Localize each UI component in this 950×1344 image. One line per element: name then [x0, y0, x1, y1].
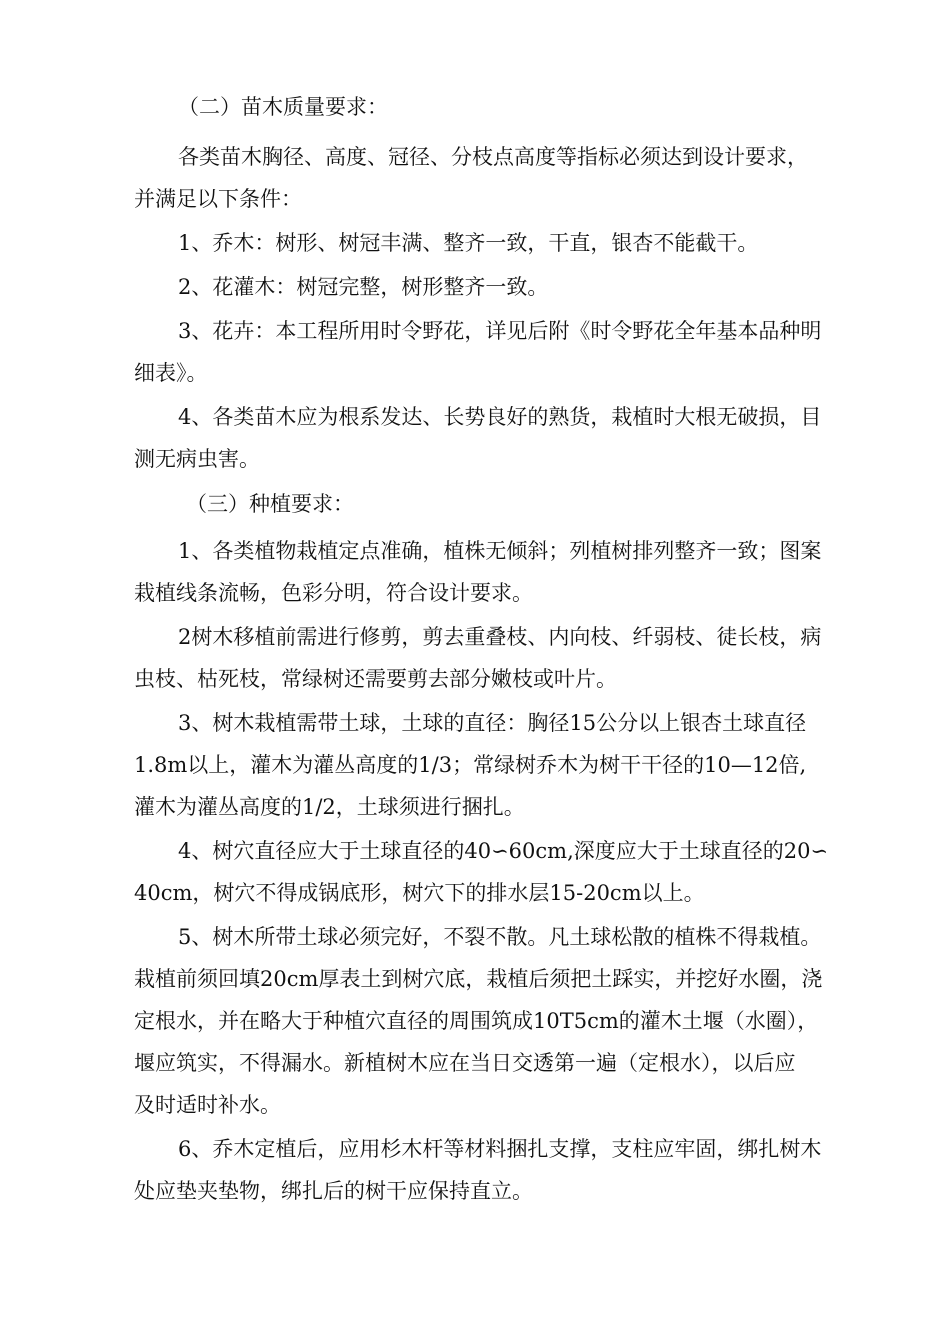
section-heading-quality: （二）苗木质量要求： — [178, 95, 388, 119]
quality-item-3-line-1: 3、花卉：本工程所用时令野花，详见后附《时令野花全年基本品种明 — [178, 319, 822, 343]
planting-item-1-line-2: 栽植线条流畅，色彩分明，符合设计要求。 — [134, 581, 533, 605]
planting-item-2-line-1: 2树木移植前需进行修剪，剪去重叠枝、内向枝、纤弱枝、徒长枝，病 — [178, 625, 822, 649]
planting-item-6-line-1: 6、乔木定植后，应用杉木杆等材料捆扎支撑，支柱应牢固，绑扎树木 — [178, 1137, 822, 1161]
planting-item-5-line-2: 栽植前须回填20cm厚表土到树穴底，栽植后须把土踩实，并挖好水圈，浇 — [134, 967, 823, 991]
planting-item-5-line-3: 定根水，并在略大于种植穴直径的周围筑成10T5cm的灌木土堰（水圈）， — [134, 1009, 819, 1033]
quality-item-4-line-2: 测无病虫害。 — [134, 447, 260, 471]
quality-item-3-line-2: 细表》。 — [134, 361, 208, 385]
planting-item-3-line-1: 3、树木栽植需带土球，土球的直径：胸径15公分以上银杏土球直径 — [178, 711, 807, 735]
quality-item-2: 2、花灌木：树冠完整，树形整齐一致。 — [178, 275, 549, 299]
quality-intro-line-2: 并满足以下条件： — [134, 187, 302, 211]
planting-item-4-line-2: 40cm，树穴不得成锅底形，树穴下的排水层15-20cm以上。 — [134, 881, 705, 905]
planting-item-5-line-1: 5、树木所带土球必须完好，不裂不散。凡土球松散的植株不得栽植。 — [178, 925, 822, 949]
quality-item-1: 1、乔木：树形、树冠丰满、整齐一致，干直，银杏不能截干。 — [178, 231, 759, 255]
planting-item-6-line-2: 处应垫夹垫物，绑扎后的树干应保持直立。 — [134, 1179, 533, 1203]
planting-item-5-line-4: 堰应筑实，不得漏水。新植树木应在当日交透第一遍（定根水），以后应 — [134, 1051, 796, 1075]
planting-item-3-line-2: 1.8m以上，灌木为灌丛高度的1/3；常绿树乔木为树干干径的10—12倍, — [134, 753, 807, 777]
planting-item-5-line-5: 及时适时补水。 — [134, 1093, 281, 1117]
quality-intro-line-1: 各类苗木胸径、高度、冠径、分枝点高度等指标必须达到设计要求， — [178, 145, 808, 169]
planting-item-2-line-2: 虫枝、枯死枝，常绿树还需要剪去部分嫩枝或叶片。 — [134, 667, 617, 691]
planting-item-3-line-3: 灌木为灌丛高度的1/2，土球须进行捆扎。 — [134, 795, 525, 819]
quality-item-4-line-1: 4、各类苗木应为根系发达、长势良好的熟货，栽植时大根无破损，目 — [178, 405, 822, 429]
planting-item-1-line-1: 1、各类植物栽植定点准确，植株无倾斜；列植树排列整齐一致；图案 — [178, 539, 822, 563]
section-heading-planting: （三）种植要求： — [186, 492, 354, 516]
planting-item-4-line-1: 4、树穴直径应大于土球直径的40∽60cm,深度应大于土球直径的20∽ — [178, 839, 829, 863]
